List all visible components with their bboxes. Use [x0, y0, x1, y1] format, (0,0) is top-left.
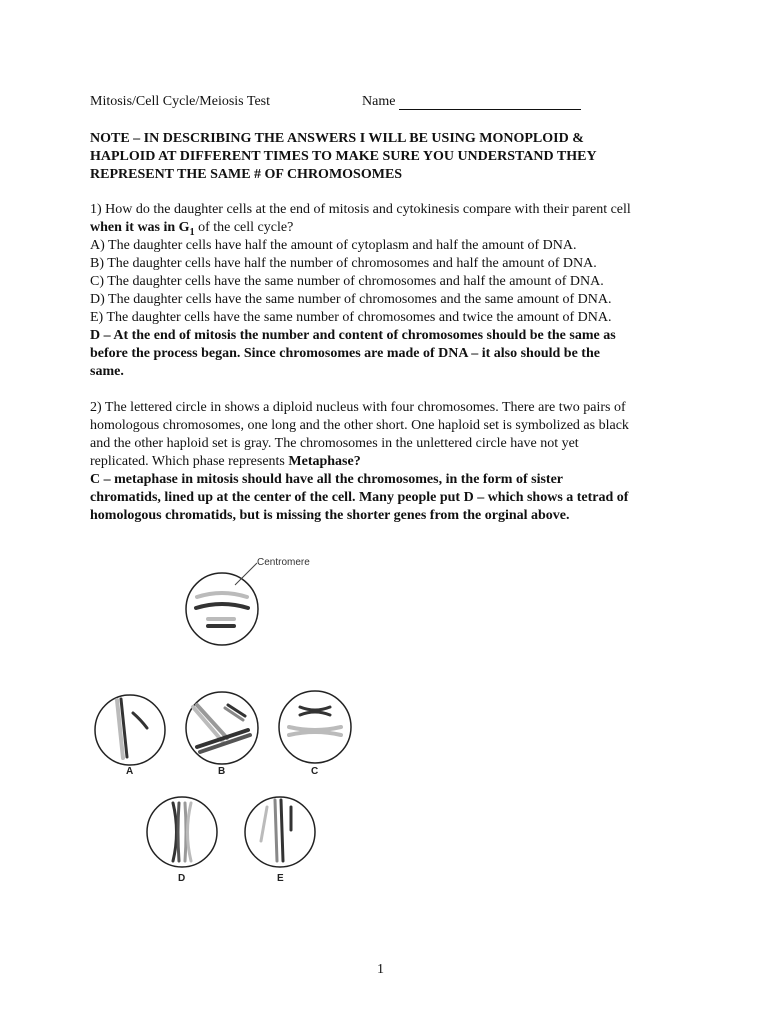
question-2-stem-text: replicated. Which phase represents	[90, 454, 289, 469]
chromosome-long-gray	[197, 593, 247, 597]
question-1-stem-cont	[90, 219, 700, 237]
label-d: D	[178, 873, 186, 884]
circle-b	[186, 692, 258, 777]
label-a: A	[126, 766, 134, 777]
question-2-stem-bold: Metaphase?	[288, 454, 361, 469]
answer-option-c: C) The daughter cells have the same number of chromosomes and half the amount of DNA.	[90, 274, 604, 289]
label-e: E	[277, 873, 284, 884]
name-field	[362, 94, 581, 110]
question-2-stem: and the other haploid set is gray. The chromosomes in the unlettered circle have not yet	[90, 436, 579, 451]
answer-option-a: A) The daughter cells have half the amount of cytoplasm and half the amount of DNA.	[90, 238, 577, 253]
centromere-label: Centromere	[257, 557, 310, 568]
answer-option-d: D) The daughter cells have the same number of chromosomes and the same amount of DNA.	[90, 292, 612, 307]
circle-d	[147, 797, 217, 884]
question-2	[90, 399, 700, 525]
question-2-answer: chromatids, lined up at the center of the cell. Many people put D – which shows a tetrad of	[90, 490, 629, 505]
question-1-stem-rest: of the cell cycle?	[194, 220, 294, 235]
note-paragraph	[90, 130, 690, 184]
question-1-answer: before the process began. Since chromosomes are made of DNA – it also should be the	[90, 346, 600, 361]
test-title: Mitosis/Cell Cycle/Meiosis Test	[90, 94, 270, 109]
chromosome-long-black	[196, 604, 248, 608]
cell-division-diagram	[85, 545, 385, 890]
question-1-stem-subscript: 1	[189, 226, 195, 238]
label-b: B	[218, 766, 226, 777]
name-label: Name	[362, 94, 396, 109]
question-1-stem: 1) How do the daughter cells at the end of mitosis and cytokinesis compare with their parent cell	[90, 202, 631, 217]
note-line: HAPLOID AT DIFFERENT TIMES TO MAKE SURE YOU UNDERSTAND THEY	[90, 149, 597, 164]
question-2-stem: homologous chromosomes, one long and the other short. One haploid set is symbolized as black	[90, 418, 629, 433]
label-c: C	[311, 766, 319, 777]
question-2-answer: homologous chromatids, but is missing the shorter genes from the orginal above.	[90, 508, 570, 523]
name-blank-line	[399, 96, 581, 110]
circle-c	[279, 691, 351, 777]
question-2-answer: C – metaphase in mitosis should have all the chromosomes, in the form of sister	[90, 472, 564, 487]
circle-e	[245, 797, 315, 884]
question-1-stem-bold: when it was in G	[90, 220, 190, 235]
question-1-answer: same.	[90, 364, 124, 379]
question-1-answer: D – At the end of mitosis the number and content of chromosomes should be the same as	[90, 328, 616, 343]
answer-option-b: B) The daughter cells have half the number of chromosomes and half the amount of DNA.	[90, 256, 597, 271]
circle-a	[95, 695, 165, 777]
note-line: NOTE – IN DESCRIBING THE ANSWERS I WILL BE USING MONOPLOID &	[90, 131, 584, 146]
question-2-stem: 2) The lettered circle in shows a diploid nucleus with four chromosomes. There are two pairs of	[90, 400, 626, 415]
answer-option-e: E) The daughter cells have the same number of chromosomes and twice the amount of DNA.	[90, 310, 612, 325]
page-number: 1	[377, 962, 384, 977]
question-1	[90, 201, 700, 381]
unlettered-circle	[186, 557, 310, 645]
note-line: REPRESENT THE SAME # OF CHROMOSOMES	[90, 167, 403, 182]
question-2-stem	[90, 453, 700, 471]
